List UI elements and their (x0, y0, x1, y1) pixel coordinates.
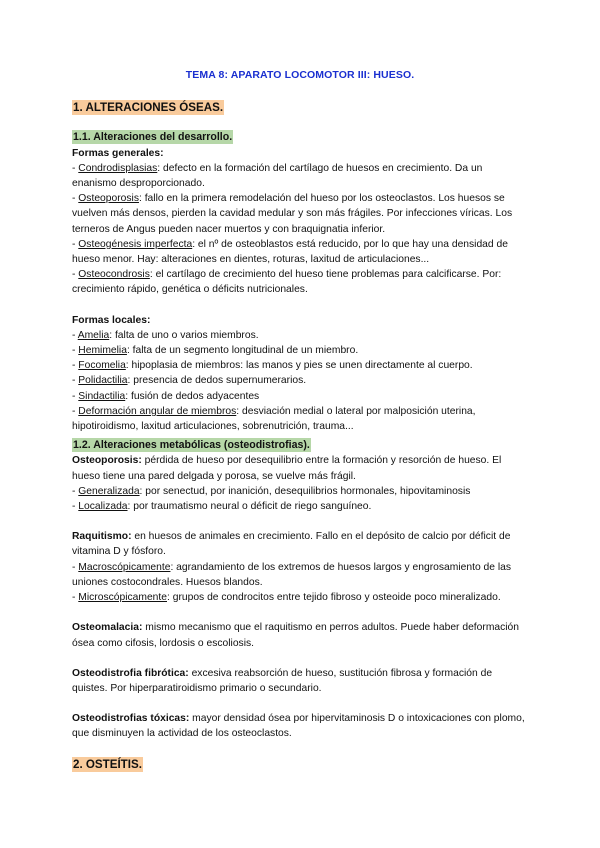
list-item: - Osteoporosis: fallo en la primera remodelación del hueso por los osteoclastos. Los huesos se vuelven más densos, pierden la cavidad medular y son más frágiles. Por infecciones víricas. Los terneros de Angus pueden nacer muertos y con braquignatia inferior. (72, 193, 513, 235)
list-item: - Focomelia: hipoplasia de miembros: las manos y pies se unen directamente al cuerpo. (72, 360, 473, 372)
list-item: - Osteogénesis imperfecta: el nº de osteoblastos está reducido, por lo que hay una densidad de hueso menor. Hay: alteraciones en dientes, roturas, laxitud de articulaciones... (72, 238, 508, 266)
list-item: - Osteocondrosis: el cartílago de crecimiento del hueso tiene problemas para calcificarse. Por: crecimiento rápido, genética o déficits nutricionales. (72, 269, 502, 296)
list-item: - Macroscópicamente: agrandamiento de los extremos de huesos largos y engrosamiento de las uniones costocondrales. Huesos blandos. (72, 561, 512, 588)
osteodistrofia-fibrotica-paragraph: Osteodistrofia fibrótica: excesiva reabsorción de hueso, sustitución fibrosa y formación de quistes. Por hiperparatiroidismo primario o secundario. (72, 667, 493, 694)
osteomalacia-paragraph: Osteomalacia: mismo mecanismo que el raquitismo en perros adultos. Puede haber deformación ósea como cifosis, lordosis o escoliosis. (72, 622, 520, 649)
section-2 (72, 757, 528, 773)
list-item: - Amelia: falta de uno o varios miembros. (72, 329, 259, 341)
list-item: - Deformación angular de miembros: desviación medial o lateral por malposición uterina, hipotiroidismo, laxitud articulaciones, sobrenutrición, trauma... (72, 405, 476, 433)
list-item: - Sindactilia: fusión de dedos adyacentes (72, 390, 260, 402)
subsection-1-1 (72, 130, 528, 434)
general-forms-label: Formas generales: (72, 147, 164, 159)
section-1-heading: 1. ALTERACIONES ÓSEAS. (73, 101, 224, 115)
list-item: - Generalizada: por senectud, por inanición, desequilibrios hormonales, hipovitaminosis (72, 485, 471, 497)
list-item: - Hemimelia: falta de un segmento longitudinal de un miembro. (72, 345, 359, 357)
section-1 (72, 100, 528, 116)
subsection-1-2 (72, 438, 528, 741)
list-item: - Polidactilia: presencia de dedos supernumerarios. (72, 375, 307, 387)
raquitismo-paragraph: Raquitismo: en huesos de animales en crecimiento. Fallo en el depósito de calcio por déficit de vitamina D y fósforo. (72, 531, 511, 558)
list-item: - Microscópicamente: grupos de condrocitos entre tejido fibroso y osteoide poco mineralizado. (72, 592, 501, 604)
subsection-1-2-heading: 1.2. Alteraciones metabólicas (osteodistrofias). (73, 439, 310, 452)
subsection-1-1-heading: 1.1. Alteraciones del desarrollo. (73, 131, 233, 144)
local-forms-label: Formas locales: (72, 314, 151, 326)
osteoporosis-paragraph: Osteoporosis: pérdida de hueso por desequilibrio entre la formación y resorción de hueso. El hueso tiene una pared delgada y porosa, se vuelve más frágil. (72, 455, 502, 482)
document-title: TEMA 8: APARATO LOCOMOTOR III: HUESO. (185, 69, 415, 81)
list-item: - Condrodisplasias: defecto en la formación del cartílago de huesos en crecimiento. Da un enanismo desproporcionado. (72, 162, 483, 190)
osteodistrofias-toxicas-paragraph: Osteodistrofias tóxicas: mayor densidad ósea por hipervitaminosis D o intoxicaciones con plomo, que disminuyen la actividad de los osteoclastos. (72, 713, 525, 740)
section-2-heading: 2. OSTEÍTIS. (73, 757, 142, 771)
list-item: - Localizada: por traumatismo neural o déficit de riego sanguíneo. (72, 501, 372, 513)
